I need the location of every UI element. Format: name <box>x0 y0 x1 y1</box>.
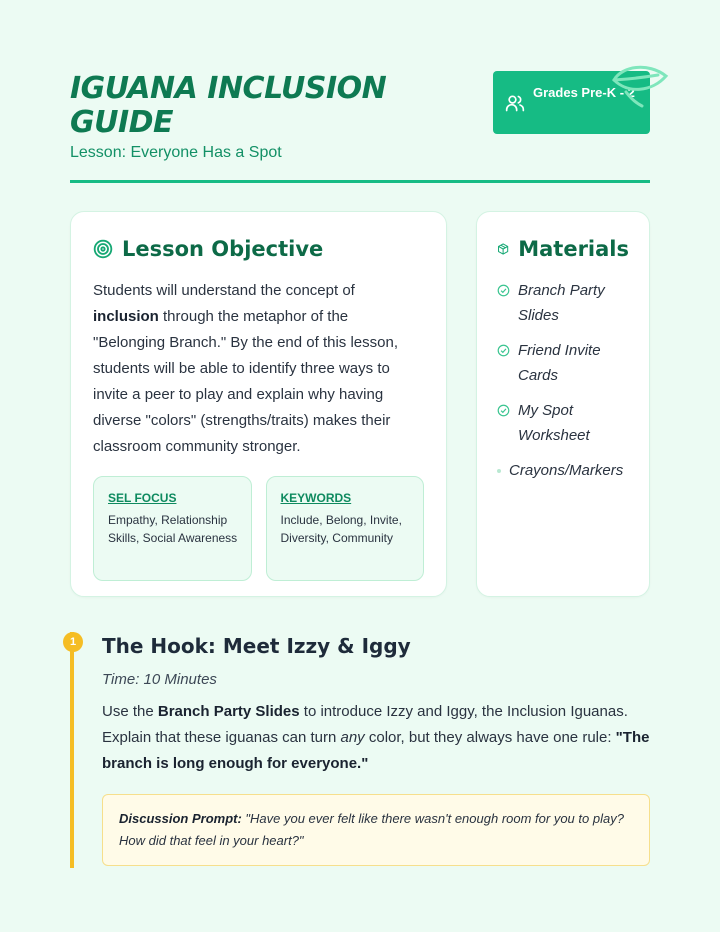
prompt-label: Discussion Prompt: <box>119 811 242 826</box>
page-title: IGUANA INCLUSION GUIDE <box>70 71 387 140</box>
keywords-text: Include, Belong, Invite, Diversity, Community <box>280 513 402 545</box>
keywords-box <box>266 476 425 581</box>
lesson-objective-card <box>70 211 447 597</box>
sel-focus-text: Empathy, Relationship Skills, Social Awareness <box>108 513 238 545</box>
materials-list <box>497 278 629 483</box>
objective-text-part: Students will understand the concept of <box>93 282 355 299</box>
sel-focus-label: SEL FOCUS <box>108 491 177 505</box>
step-body-part: color, but they always have one rule: <box>364 729 616 746</box>
keywords-label: KEYWORDS <box>280 491 352 505</box>
prompt-text: "Have you ever felt like there wasn't enough room for you to play? How did that feel in your heart?" <box>119 811 624 848</box>
grade-badge-text: Grades Pre-K - 2 <box>533 85 635 100</box>
check-circle-icon <box>497 404 510 417</box>
step-hook-section <box>102 631 650 866</box>
material-label: Crayons/Markers <box>509 462 624 479</box>
objective-text-part: through the metaphor of the "Belonging Branch." By the end of this lesson, students will be able to identify three ways to invite a peer to play and explain why having diverse "colors" (strengths/traits) makes their classroom community stronger. <box>93 308 399 455</box>
materials-card <box>476 211 650 597</box>
objective-details <box>93 476 424 581</box>
bullet-dot-icon <box>497 469 501 473</box>
list-item <box>497 278 629 328</box>
objective-keyword: inclusion <box>93 308 159 325</box>
step-number-badge: 1 <box>63 632 83 652</box>
objective-heading-row <box>93 234 424 264</box>
step-body-bold: "The branch is long enough for everyone." <box>102 729 650 772</box>
step-body <box>102 699 650 777</box>
step-body-part: to introduce Izzy and Iggy, the Inclusion Iguanas. Explain that these iguanas can turn <box>102 703 628 746</box>
step-body-part: Use the <box>102 703 158 720</box>
leaf-doodle-icon <box>608 62 670 112</box>
check-circle-icon <box>497 344 510 357</box>
sel-focus-box <box>93 476 252 581</box>
list-item <box>497 338 629 388</box>
step-title: The Hook: Meet Izzy & Iggy <box>102 634 411 658</box>
box-icon <box>497 239 509 259</box>
step-body-italic: any <box>340 729 365 746</box>
discussion-prompt-box <box>102 794 650 866</box>
timeline-bar <box>70 632 74 868</box>
objective-text <box>93 278 424 460</box>
target-icon <box>93 239 113 259</box>
step-time: Time: 10 Minutes <box>102 671 217 688</box>
header-divider <box>70 180 650 183</box>
list-item <box>497 458 629 483</box>
step-body-bold: Branch Party Slides <box>157 703 300 720</box>
objective-heading: Lesson Objective <box>122 237 324 261</box>
material-label: My Spot Worksheet <box>518 402 590 444</box>
materials-heading-row <box>497 234 629 264</box>
users-icon <box>505 93 525 113</box>
lesson-subtitle: Lesson: Everyone Has a Spot <box>70 144 282 161</box>
list-item <box>497 398 629 448</box>
materials-heading: Materials <box>518 237 629 261</box>
check-circle-icon <box>497 284 510 297</box>
material-label: Branch Party Slides <box>518 282 605 324</box>
material-label: Friend Invite Cards <box>518 342 601 384</box>
